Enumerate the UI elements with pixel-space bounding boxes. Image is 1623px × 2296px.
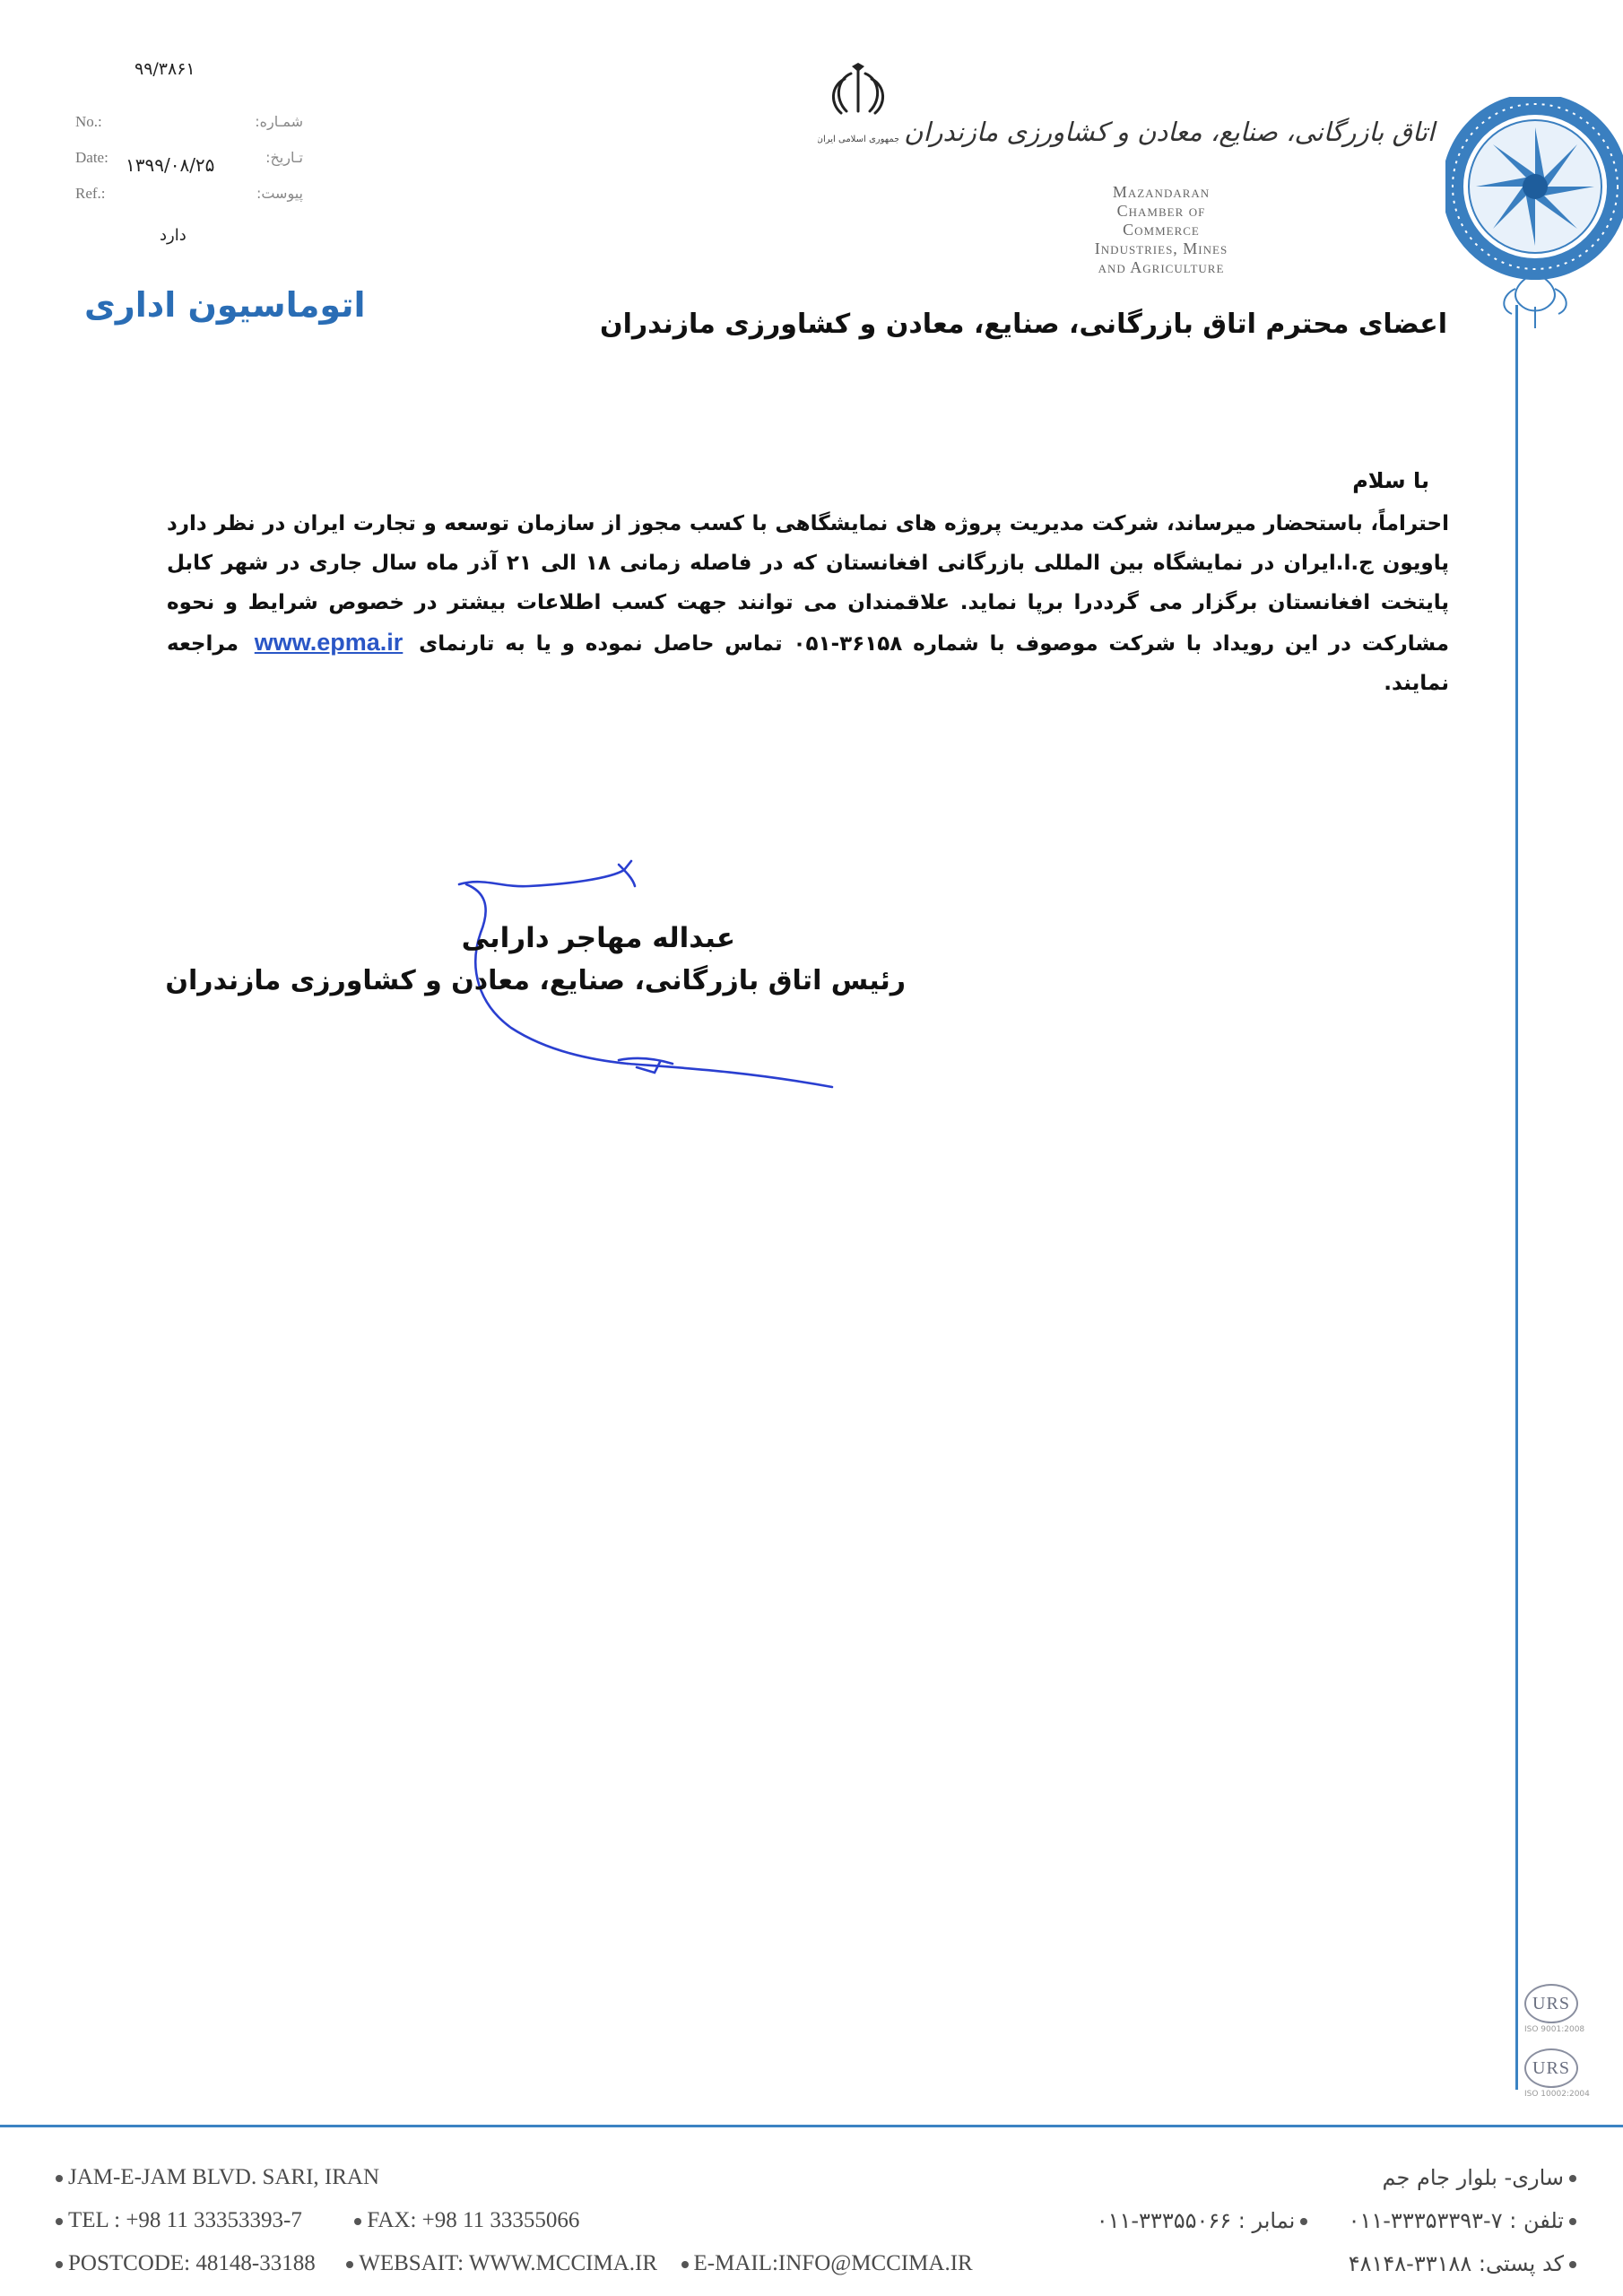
cert-iso-9001: [1524, 1984, 1584, 2034]
letter-body-part1: احتراماً، باستحضار میرساند، شرکت مدیریت پروژه های نمایشگاهی با کسب مجوز از سازمان توسعه و تجارت ایران در نظر دارد پاویون ج.ا.ایران در نمایشگاه بین المللی بازرگانی افغانستان که در فاصله زمانی ۱۸ الی ۲۱ آذر ماه سال جاری در شهر کابل پایتخت افغانستان برگزار می گرددرا برپا نماید. علاقمندان می توانند جهت کسب اطلاعات بیشتر در خصوص شرایط و نحوه مشارکت در این رویداد با شرکت موصوف با شماره ۳۶۱۵۸-۰۵۱ تماس حاصل نموده و یا به تارنمای: [167, 512, 1449, 656]
chamber-emblem-icon: [1445, 97, 1623, 330]
bullet-icon: [56, 2218, 63, 2225]
footer-tel-fax-fa: [1097, 2208, 1582, 2233]
bullet-icon: [1569, 2175, 1576, 2182]
signer-name: عبداله مهاجر دارابی: [461, 922, 735, 954]
footer-address-en-text: JAM-E-JAM BLVD. SARI, IRAN: [68, 2165, 380, 2189]
website-link[interactable]: www.epma.ir: [254, 629, 404, 656]
bullet-icon: [681, 2261, 689, 2268]
footer-tel-fax-en: [50, 2208, 579, 2233]
bullet-icon: [56, 2175, 63, 2182]
iran-emblem-icon: [818, 63, 898, 149]
chamber-name-fa: اتاق بازرگانی، صنایع، معادن و کشاورزی مازندران: [904, 117, 1435, 147]
recipient-line: اعضای محترم اتاق بازرگانی، صنایع، معادن و کشاورزی مازندران: [599, 309, 1447, 340]
attachment-value: دارد: [160, 226, 187, 245]
letter-body: [167, 504, 1449, 703]
footer-address-en: [50, 2165, 379, 2190]
footer-fax-fa: نمابر : ۳۳۳۵۵۰۶۶-۰۱۱: [1096, 2208, 1296, 2233]
bullet-icon: [1569, 2261, 1576, 2268]
chamber-logo: [1445, 97, 1623, 330]
footer-postcode-en: POSTCODE: 48148-33188: [68, 2251, 316, 2275]
bullet-icon: [1300, 2218, 1307, 2225]
cert-standard-9001: ISO 9001:2008: [1524, 2025, 1585, 2034]
office-automation-stamp: اتوماسیون اداری: [84, 285, 366, 325]
vertical-accent-line: [1515, 305, 1518, 2090]
ref-label-fa: پیوست:: [256, 185, 303, 202]
no-label-fa: شمـاره:: [255, 113, 303, 130]
cert-iso-10002: [1524, 2048, 1590, 2099]
chamber-name-en-line1: Mazandaran Chamber of: [1112, 183, 1211, 220]
signer-title: رئیس اتاق بازرگانی، صنایع، معادن و کشاورزی مازندران: [165, 965, 906, 996]
no-label-en: No.:: [75, 113, 102, 130]
chamber-name-en-line2: Commerce Industries, Mines: [1094, 221, 1228, 257]
footer-postcode-fa: [1349, 2251, 1582, 2276]
urs-logo-icon: URS: [1524, 1984, 1578, 2023]
reference-number: ۹۹/۳۸۶۱: [135, 59, 195, 79]
footer-postcode-fa-text: کد پستی: ۳۳۱۸۸-۴۸۱۴۸: [1348, 2251, 1564, 2276]
greeting: با سلام: [1352, 468, 1429, 493]
footer-address-fa-text: ساری- بلوار جام جم: [1382, 2165, 1564, 2190]
bullet-icon: [354, 2218, 361, 2225]
chamber-name-en: [1081, 183, 1242, 277]
footer-fax-en: FAX: +98 11 33355066: [367, 2208, 580, 2232]
bullet-icon: [346, 2261, 353, 2268]
ref-label-en: Ref.:: [75, 185, 106, 202]
footer-divider: [0, 2125, 1623, 2127]
urs-logo-icon: URS: [1524, 2048, 1578, 2088]
date-value: ۱۳۹۹/۰۸/۲۵: [126, 154, 215, 176]
footer-contact-en: [50, 2251, 973, 2276]
date-label-en: Date:: [75, 149, 108, 166]
cert-standard-10002: ISO 10002:2004: [1524, 2090, 1590, 2099]
letter-body-part2: مراجعه نمایند.: [167, 632, 1449, 695]
emblem-caption: جمهوری اسلامی ایران: [818, 135, 898, 144]
bullet-icon: [56, 2261, 63, 2268]
footer-email-en[interactable]: E-MAIL:INFO@MCCIMA.IR: [693, 2251, 973, 2275]
iran-emblem: [818, 63, 898, 149]
date-label-fa: تـاریخ:: [265, 149, 303, 166]
footer-address-fa: [1383, 2165, 1582, 2190]
bullet-icon: [1569, 2218, 1576, 2225]
footer-website-en[interactable]: WEBSAIT: WWW.MCCIMA.IR: [359, 2251, 657, 2275]
footer-tel-en: TEL : +98 11 33353393-7: [68, 2208, 302, 2232]
chamber-name-en-line3: and Agriculture: [1098, 258, 1225, 276]
footer-tel-fa: تلفن : ۷-۳۳۳۵۳۳۹۳-۰۱۱: [1348, 2208, 1564, 2233]
